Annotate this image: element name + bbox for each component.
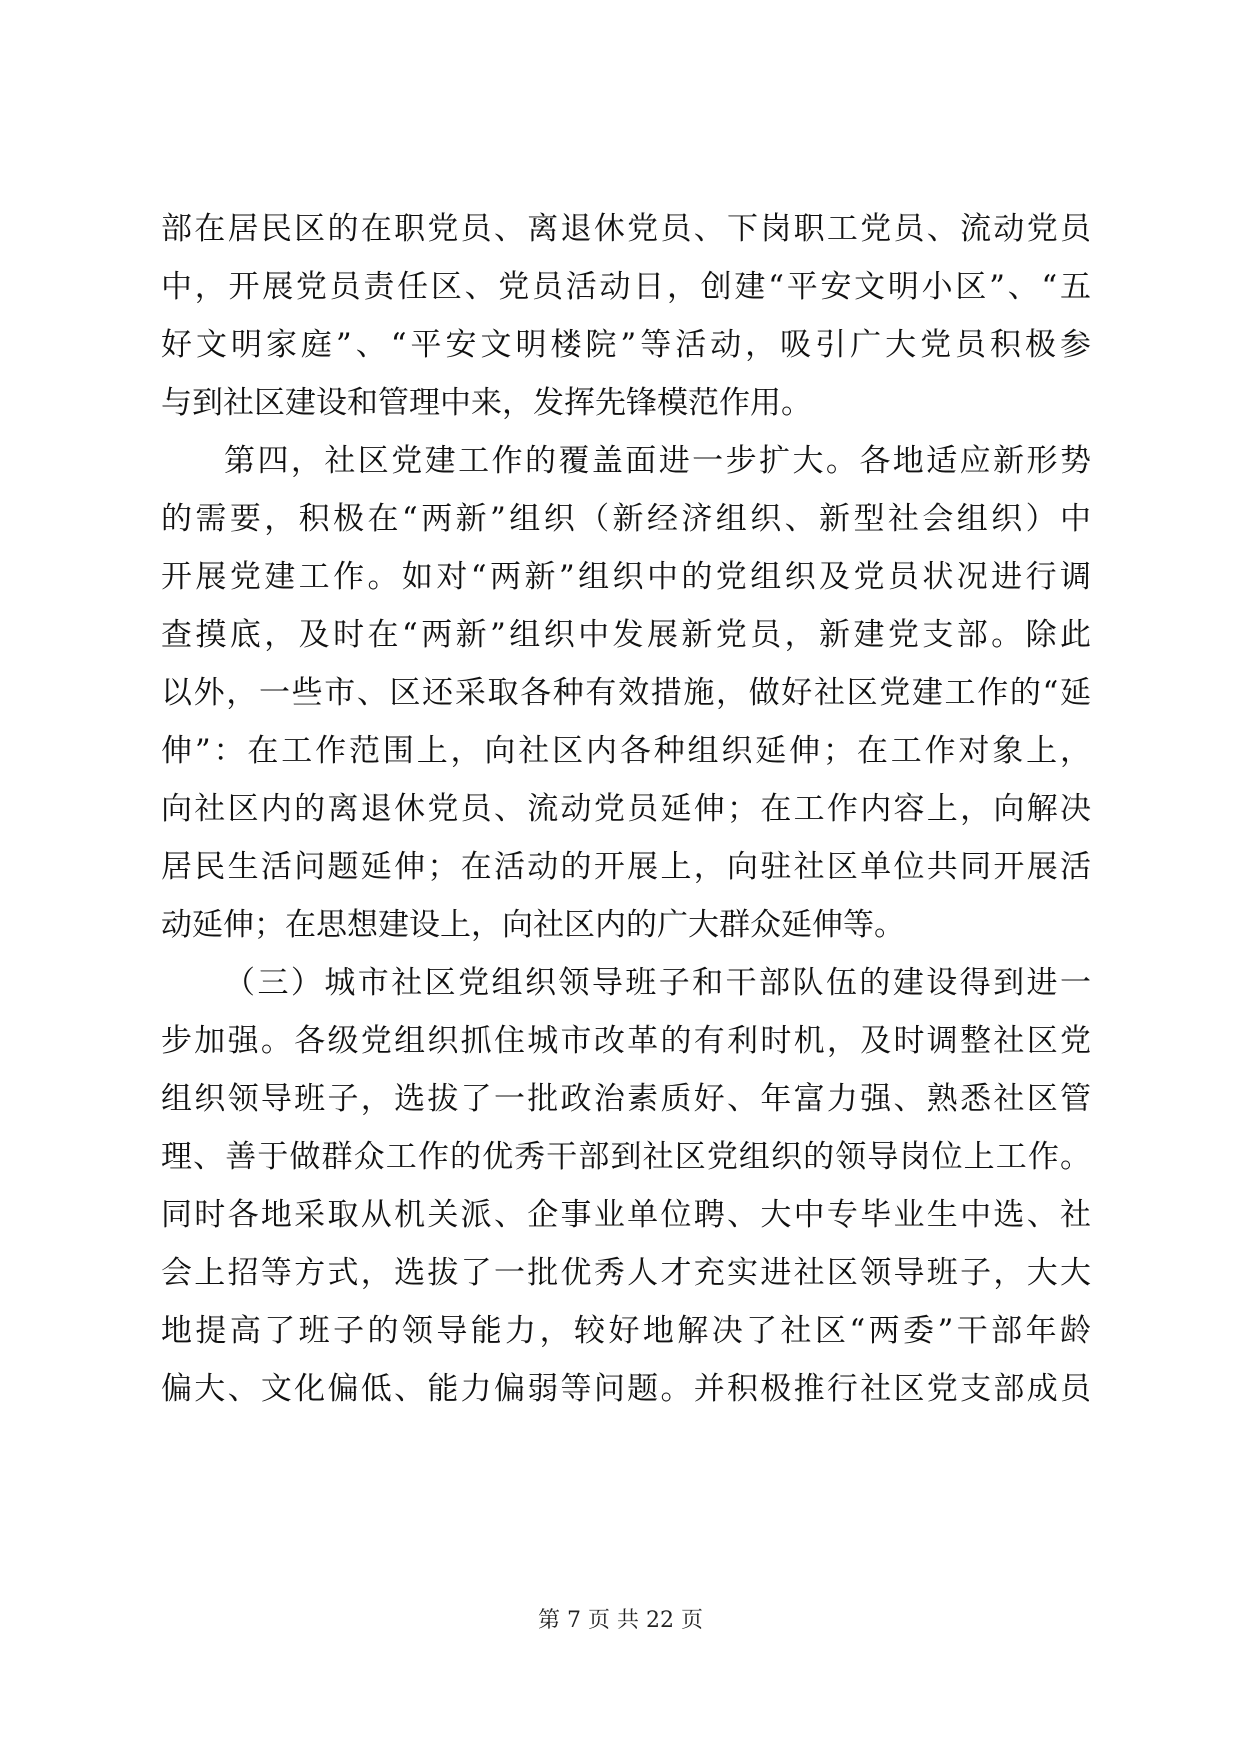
- paragraph-line: 同时各地采取从机关派、企事业单位聘、大中专毕业生中选、社: [161, 1197, 1091, 1233]
- paragraph-line: 部在居民区的在职党员、离退休党员、下岗职工党员、流动党员: [161, 211, 1091, 247]
- paragraph-line: （三）城市社区党组织领导班子和干部队伍的建设得到进一: [224, 965, 1091, 1001]
- paragraph-line: 步加强。各级党组织抓住城市改革的有利时机，及时调整社区党: [161, 1023, 1091, 1059]
- paragraph-line: 中，开展党员责任区、党员活动日，创建“平安文明小区”、“五: [161, 269, 1091, 305]
- paragraph-line: 动延伸；在思想建设上，向社区内的广大群众延伸等。: [161, 907, 905, 943]
- paragraph-line: 以外，一些市、区还采取各种有效措施，做好社区党建工作的“延: [161, 675, 1091, 711]
- paragraph-line: 查摸底，及时在“两新”组织中发展新党员，新建党支部。除此: [161, 617, 1091, 653]
- paragraph-line: 与到社区建设和管理中来，发挥先锋模范作用。: [161, 385, 812, 421]
- paragraph-line: 好文明家庭”、“平安文明楼院”等活动，吸引广大党员积极参: [161, 327, 1091, 363]
- paragraph-line: 伸”：在工作范围上，向社区内各种组织延伸；在工作对象上，: [161, 733, 1091, 769]
- paragraph-line: 第四，社区党建工作的覆盖面进一步扩大。各地适应新形势: [224, 443, 1091, 479]
- paragraph-line: 组织领导班子，选拔了一批政治素质好、年富力强、熟悉社区管: [161, 1081, 1091, 1117]
- paragraph-line: 向社区内的离退休党员、流动党员延伸；在工作内容上，向解决: [161, 791, 1091, 827]
- page-number-footer: 第 7 页 共 22 页: [538, 1608, 703, 1633]
- paragraph-line: 地提高了班子的领导能力，较好地解决了社区“两委”干部年龄: [161, 1313, 1091, 1349]
- paragraph-line: 的需要，积极在“两新”组织（新经济组织、新型社会组织）中: [161, 501, 1091, 537]
- paragraph-line: 开展党建工作。如对“两新”组织中的党组织及党员状况进行调: [161, 559, 1091, 595]
- paragraph-line: 会上招等方式，选拔了一批优秀人才充实进社区领导班子，大大: [161, 1255, 1091, 1291]
- paragraph-line: 居民生活问题延伸；在活动的开展上，向驻社区单位共同开展活: [161, 849, 1091, 885]
- paragraph-line: 理、善于做群众工作的优秀干部到社区党组织的领导岗位上工作。: [161, 1139, 1091, 1175]
- paragraph-line: 偏大、文化偏低、能力偏弱等问题。并积极推行社区党支部成员: [161, 1371, 1091, 1407]
